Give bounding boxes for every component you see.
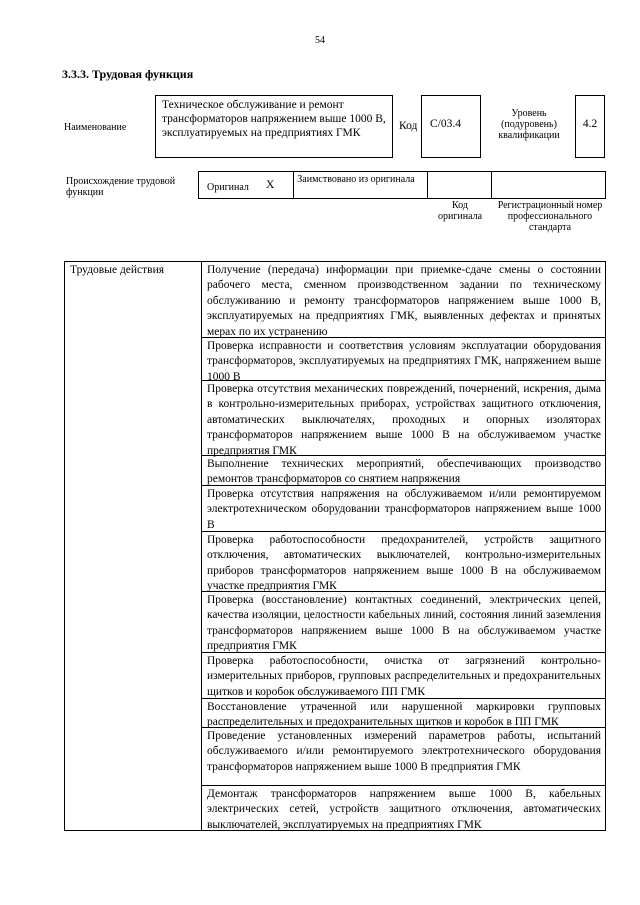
action-row-3: Проверка отсутствия механических повреждений, почернений, искрения, дыма в контрольно-измерительных приборах, устройствах защитного отключения, автоматических выключателях, проходных и опорных изоляторах трансформаторов напряжением выше 1000 В на обслуживаемом участке предприятия ГМК	[202, 380, 606, 455]
action-row-9: Восстановление утраченной или нарушенной маркировки групповых распределительных и предохранительных щитков и коробок в ПП ГМК	[202, 698, 606, 727]
origin-label: Происхождение трудовой функции	[66, 176, 176, 198]
page-number: 54	[315, 35, 325, 46]
name-value: Техническое обслуживание и ремонт трансформаторов напряжением выше 1000 В, эксплуатируемых на предприятиях ГМК	[155, 95, 393, 158]
code-original-cell	[428, 171, 492, 199]
name-label: Наименование	[64, 122, 127, 133]
borrowed-label: Заимствовано из оригинала	[297, 174, 415, 185]
action-row-4: Выполнение технических мероприятий, обеспечивающих производство ремонтов трансформаторов со снятием напряжения	[202, 455, 606, 485]
registration-caption: Регистрационный номер профессионального стандарта	[497, 200, 603, 233]
action-row-10: Проведение установленных измерений параметров работы, испытаний обслуживаемого и/или ремонтируемого электротехнического оборудования трансформаторов напряжением выше 1000 В предприятия ГМК	[202, 727, 606, 785]
action-row-1: Получение (передача) информации при приемке-сдаче смены о состоянии рабочего места, сменном производственном задании по техническому обслуживанию и ремонту трансформаторов напряжением выше 1000 В, эксплуатируемых на предприятиях ГМК, выявленных дефектах и принятых мерах по их устранению	[207, 264, 601, 338]
actions-label: Трудовые действия	[70, 264, 165, 276]
level-label: Уровень (подуровень) квалификации	[498, 108, 560, 141]
action-row-6: Проверка работоспособности предохранителей, устройств защитного отключения, автоматических выключателей, контрольно-измерительных приборов трансформаторов напряжением выше 1000 В на обслуживаемом участке предприятия ГМК	[202, 531, 606, 591]
code-value: С/03.4	[421, 95, 481, 158]
original-label: Оригинал	[207, 182, 249, 193]
level-value: 4.2	[575, 95, 605, 158]
section-title: 3.3.3. Трудовая функция	[62, 67, 194, 81]
action-row-5: Проверка отсутствия напряжения на обслуживаемом и/или ремонтируемом электротехническом оборудовании трансформаторов напряжением выше 1000 В	[202, 485, 606, 531]
code-original-caption: Код оригинала	[437, 200, 483, 222]
original-mark: X	[266, 179, 275, 191]
action-row-7: Проверка (восстановление) контактных соединений, электрических цепей, качества изоляции, целостности кабельных линий, состояния линий заземления трансформаторов напряжением выше 1000 В на обслуживаемом участке предприятия ГМК	[202, 591, 606, 652]
action-row-2: Проверка исправности и соответствия условиям эксплуатации оборудования трансформаторов, эксплуатируемых на предприятиях ГМК, напряжением выше 1000 В	[202, 337, 606, 380]
action-row-11: Демонтаж трансформаторов напряжением выше 1000 В, кабельных электрических сетей, устройств защитного отключения, автоматических выключателей, эксплуатируемых на предприятиях ГМК	[202, 785, 606, 830]
code-label: Код	[399, 120, 418, 132]
action-row-8: Проверка работоспособности, очистка от загрязнений контрольно-измерительных приборов, групповых распределительных и предохранительных щитков и коробок обслуживаемого ПП ГМК	[202, 652, 606, 698]
